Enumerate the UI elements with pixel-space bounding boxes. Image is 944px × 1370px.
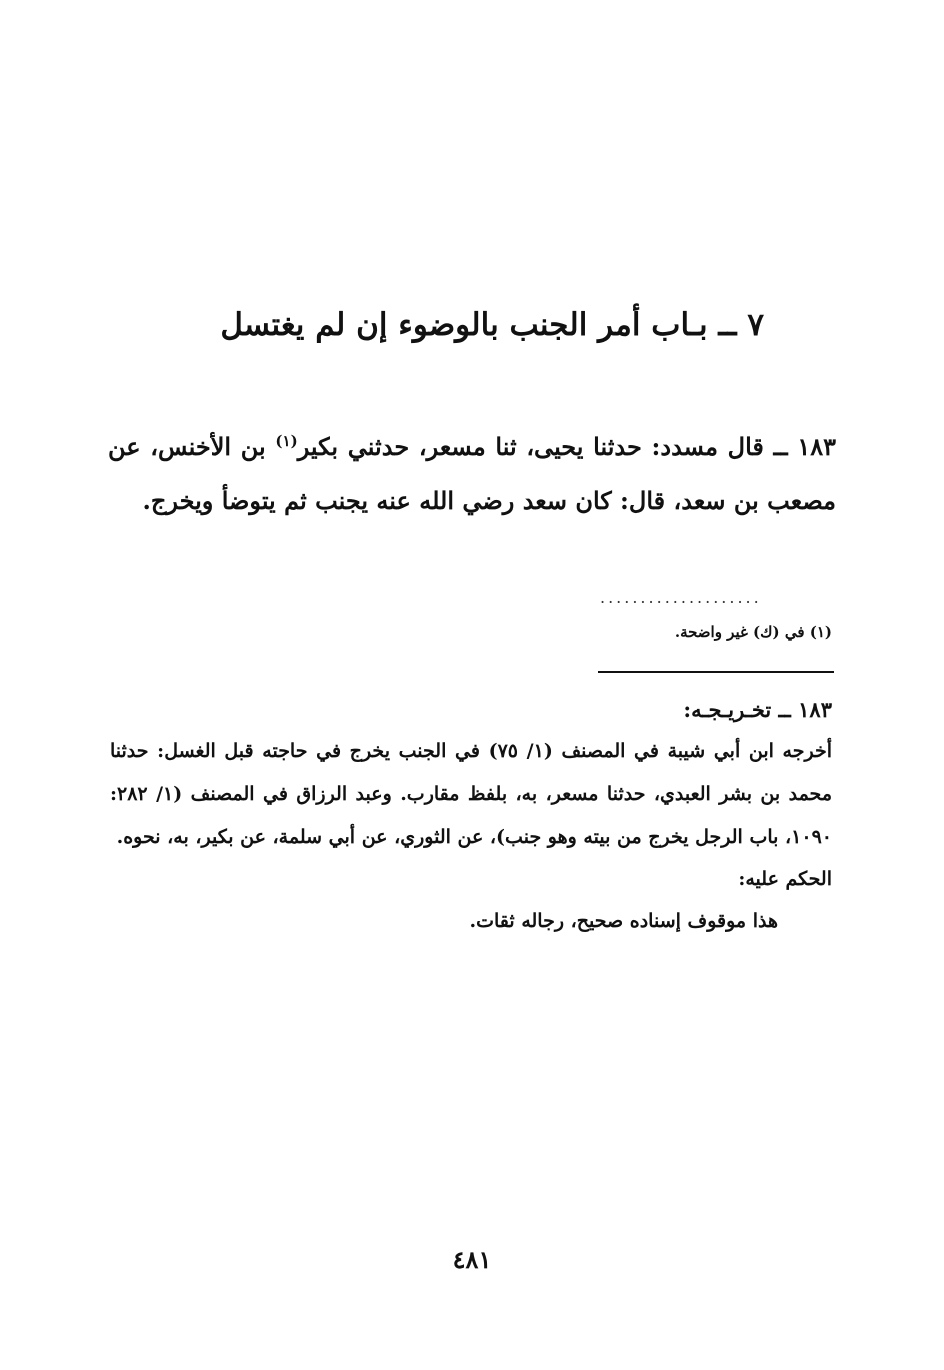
- hukm-text: هذا موقوف إسناده صحيح، رجاله ثقات.: [469, 910, 778, 932]
- chapter-title: ٧ ــ بـاب أمر الجنب بالوضوء إن لم يغتسل: [220, 307, 764, 343]
- hadith-text-before-note: ١٨٣ ــ قال مسدد: حدثنا يحيى، ثنا مسعر، حدثني بكير: [297, 432, 836, 461]
- takhrij-section: [110, 690, 832, 943]
- hukm-heading: الحكم عليه:: [738, 868, 832, 890]
- page-number: ٤٨١: [452, 1245, 492, 1274]
- footnote-1: (١) في (ك) غير واضحة.: [674, 623, 832, 641]
- hadith-text: [108, 420, 836, 528]
- takhrij-paragraph: أخرجه ابن أبي شيبة في المصنف (١/ ٧٥) في الجنب يخرج في حاجته قبل الغسل: حدثنا محمد بن بشر العبدي، حدثنا مسعر، به، بلفظ مقارب. وعبد الرزاق في المصنف (١/ ٢٨٢: ١٠٩٠، باب الرجل يخرج من بيته وهو جنب)، عن الثوري، عن أبي سلمة، عن بكير، به، نحوه.: [110, 740, 832, 848]
- section-divider: [598, 671, 834, 673]
- footnote-separator: ....................: [600, 588, 762, 607]
- footnote-marker: (١): [275, 432, 298, 450]
- hadith-text-after-note: بن الأخنس، عن مصعب بن سعد، قال: كان سعد رضي الله عنه يجنب ثم يتوضأ ويخرج.: [108, 432, 836, 515]
- takhrij-heading: ١٨٣ ــ تخـريـجـه:: [683, 697, 832, 722]
